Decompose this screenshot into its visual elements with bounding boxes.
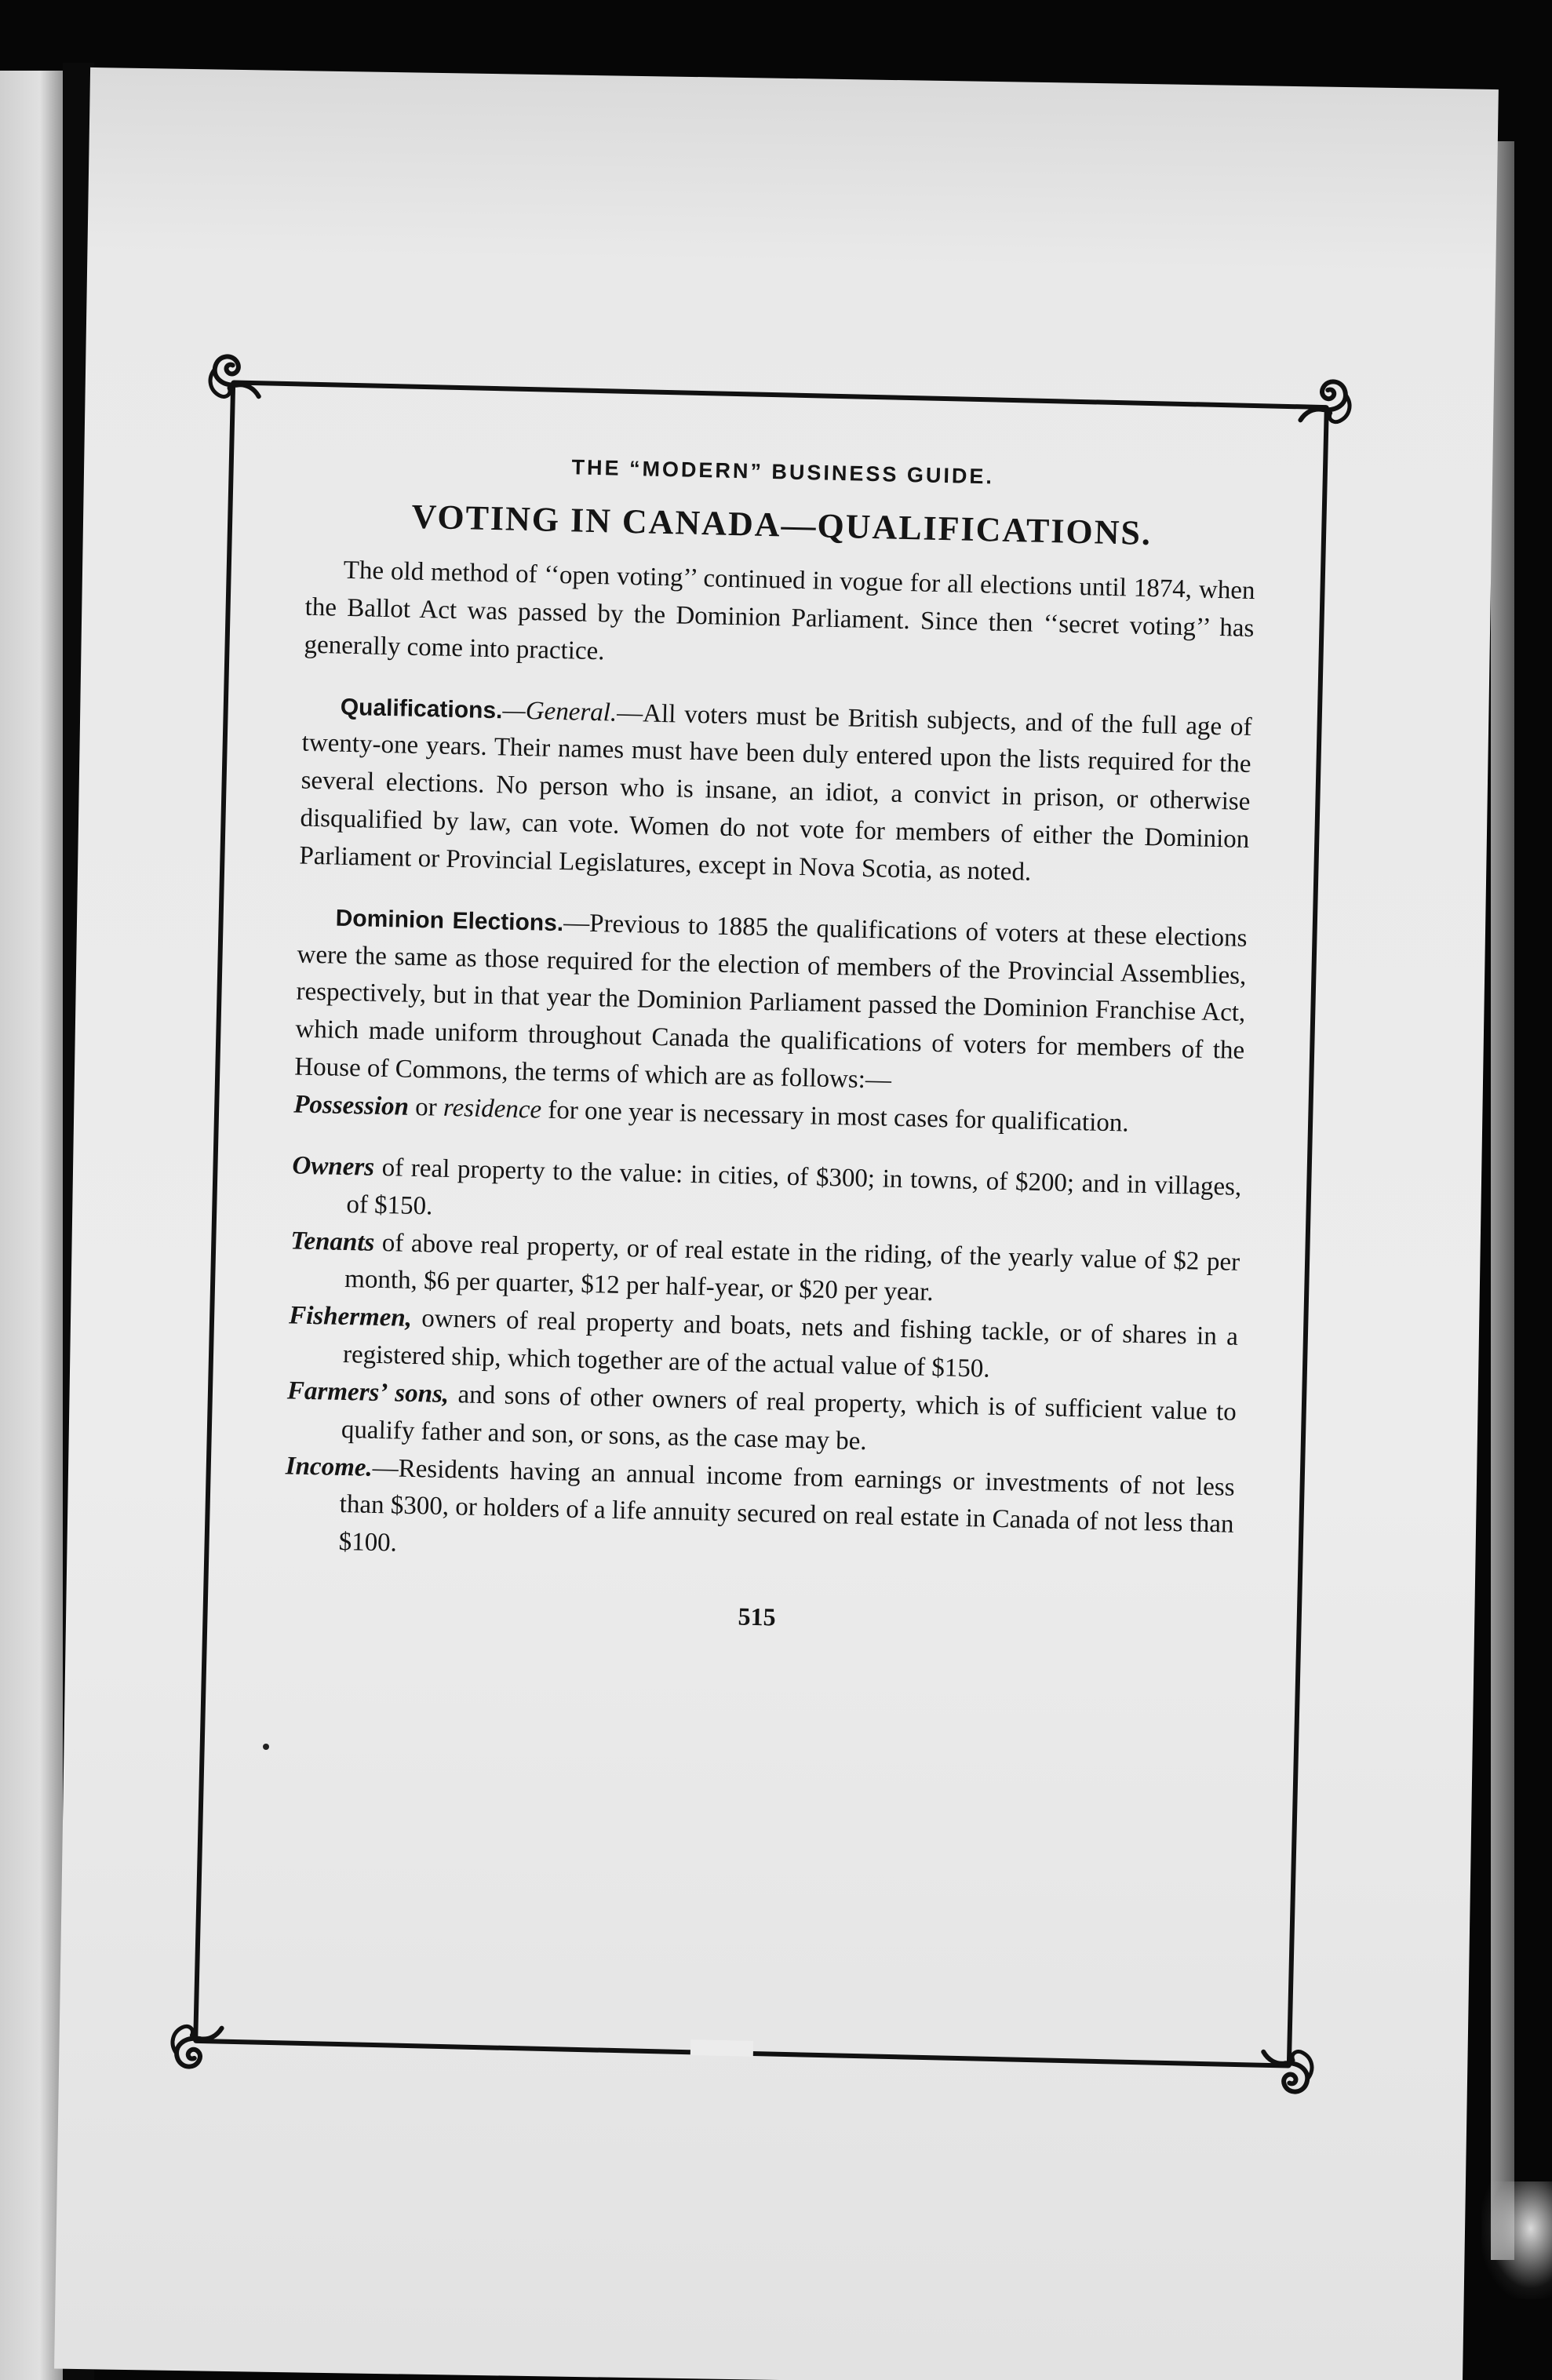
residence-term: residence (443, 1093, 542, 1124)
qualifications-subheading: —General. (502, 695, 618, 727)
scan-glare (1481, 2181, 1552, 2299)
list-item-text: of real property to the value: in cities, of $300; in towns, of $200; and in villages, of $150. (346, 1153, 1242, 1221)
possession-text: for one year is necessary in most cases for qualification. (541, 1095, 1130, 1138)
qualifications-heading: Qualifications. (340, 694, 503, 723)
list-item-term: Farmers’ sons, (286, 1376, 450, 1409)
dominion-elections-heading: Dominion Elections. (335, 905, 564, 936)
corner-flourish-icon (197, 338, 269, 410)
list-item-term: Income. (285, 1451, 373, 1482)
possession-term: Possession (293, 1090, 410, 1121)
list-item-text: owners of real property and boats, nets and fishing tackle, or of shares in a registered ship, which together are of the actual value of $150. (342, 1304, 1239, 1383)
border-break (690, 2039, 753, 2057)
list-item-text: of above real property, or of real estate in the riding, of the yearly value of $2 per month, $6 per quarter, $12 per half-year, or $20 per year. (344, 1228, 1241, 1307)
margin-dot (263, 1744, 269, 1750)
list-item-term: Fishermen, (288, 1301, 413, 1333)
ornamental-border (193, 380, 1329, 2068)
corner-flourish-icon (1291, 363, 1363, 436)
list-item-term: Tenants (290, 1226, 375, 1257)
previous-page-edge (0, 71, 67, 2380)
page-content (282, 450, 1258, 1642)
list-item-text: and sons of other owners of real property, which is of sufficient value to qualify father and son, or sons, as the case may be. (341, 1380, 1237, 1456)
intro-paragraph: The old method of ‘‘open voting’’ continued in vogue for all elections until 1874, when the Ballot Act was passed by the Dominion Parliament. Since then ‘‘secret voting’’ has generally come into practice. (304, 556, 1255, 665)
page-number: 515 (738, 1602, 777, 1631)
corner-flourish-icon (1253, 2038, 1325, 2110)
page-title: VOTING IN CANADA—QUALIFICATIONS. (410, 497, 1153, 553)
dominion-elections-text: —Previous to 1885 the qualifications of voters at these elections were the same as those required for the election of members of the Provincial Assemblies, respectively, but in that year the Dominion Parliament passed the Dominion Franchise Act, which made uniform throughout Canada the qualifications of voters for members of the House of Commons, the terms of which are as follows:— (293, 908, 1248, 1095)
possession-or: or (408, 1092, 444, 1122)
qualification-list (283, 1147, 1242, 1582)
running-head: THE “MODERN” BUSINESS GUIDE. (571, 455, 995, 489)
list-item (283, 1448, 1235, 1582)
list-item-term: Owners (292, 1151, 375, 1182)
page-edge-right (1491, 141, 1514, 2260)
qualifications-paragraph (299, 687, 1252, 897)
list-item-text: —Residents having an annual income from earnings or investments of not less than $300, or holders of a life annuity secured on real estate in Canada of not less than $100. (338, 1453, 1235, 1558)
corner-flourish-icon (159, 2013, 231, 2085)
dominion-elections-paragraph (294, 898, 1248, 1108)
qualifications-text: —All voters must be British subjects, and of the full age of twenty-one years. Their names must have been duly entered upon the lists required for the several elections. No person who is insane, an idiot, a convict in prison, or otherwise disqualified by law, can vote. Women do not vote for members of either the Dominion Parliament or Provincial Legislatures, except in Nova Scotia, as noted. (299, 698, 1252, 887)
